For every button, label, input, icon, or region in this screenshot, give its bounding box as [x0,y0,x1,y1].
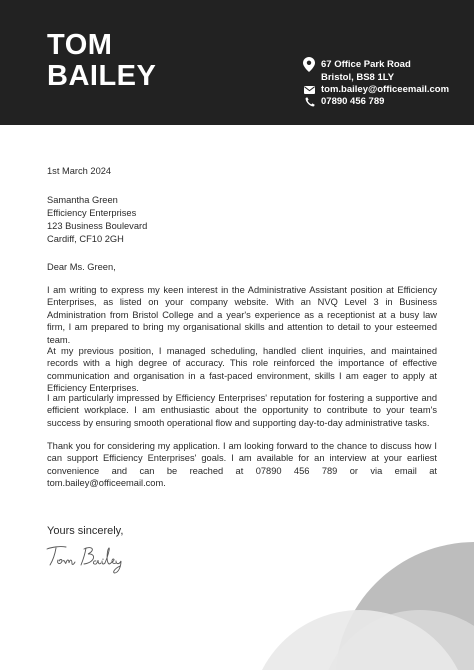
address [321,59,411,84]
letter-date: 1st March 2024 [47,166,112,176]
salutation: Dear Ms. Green, [47,262,116,272]
paragraph-4: Thank you for considering my application. I am looking forward to the chance to discuss how I can support Efficiency Enterprises' goals. I am available for an interview at your earliest convenience and can be reached at 07890 456 789 or via email at tom.bailey@officeemail.com. [47,441,437,489]
address-line-2: Bristol, BS8 1LY [321,71,395,83]
paragraph-2: At my previous position, I managed scheduling, handled client inquiries, and maintained records with a high degree of accuracy. This role reinforced the importance of effective communication and organisation in a fast-paced environment, skills I am eager to apply at Efficiency Enterprises. [47,346,437,394]
first-name: TOM [47,29,113,61]
map-pin-icon [303,57,315,72]
paragraph-3: I am particularly impressed by Efficiency Enterprises' reputation for fostering a supportive and efficient workplace. I am enthusiastic about the opportunity to contribute to your team's success by ensuring smooth operational flow and supporting day-to-day administrative tasks. [47,393,437,428]
recipient-street: 123 Business Boulevard [47,221,148,231]
phone-number: 07890 456 789 [321,96,385,107]
recipient-city: Cardiff, CF10 2GH [47,234,124,244]
handwritten-signature [44,540,144,576]
applicant-name [47,30,156,92]
recipient-name: Samantha Green [47,195,118,205]
closing: Yours sincerely, [47,525,124,537]
address-line-1: 67 Office Park Road [321,59,411,70]
phone-icon [305,97,315,107]
paragraph-1: I am writing to express my keen interest in the Administrative Assistant position at Efficiency Enterprises, as listed on your company website. With an NVQ Level 3 in Business Administration from Bristol College and a year's experience as a receptionist at a busy law firm, I am prepared to bring my organisational skills and attention to detail to your esteemed team. [47,285,437,345]
email-address: tom.bailey@officeemail.com [321,84,450,95]
envelope-icon [304,86,315,94]
recipient-company: Efficiency Enterprises [47,208,137,218]
last-name: BAILEY [47,60,157,92]
